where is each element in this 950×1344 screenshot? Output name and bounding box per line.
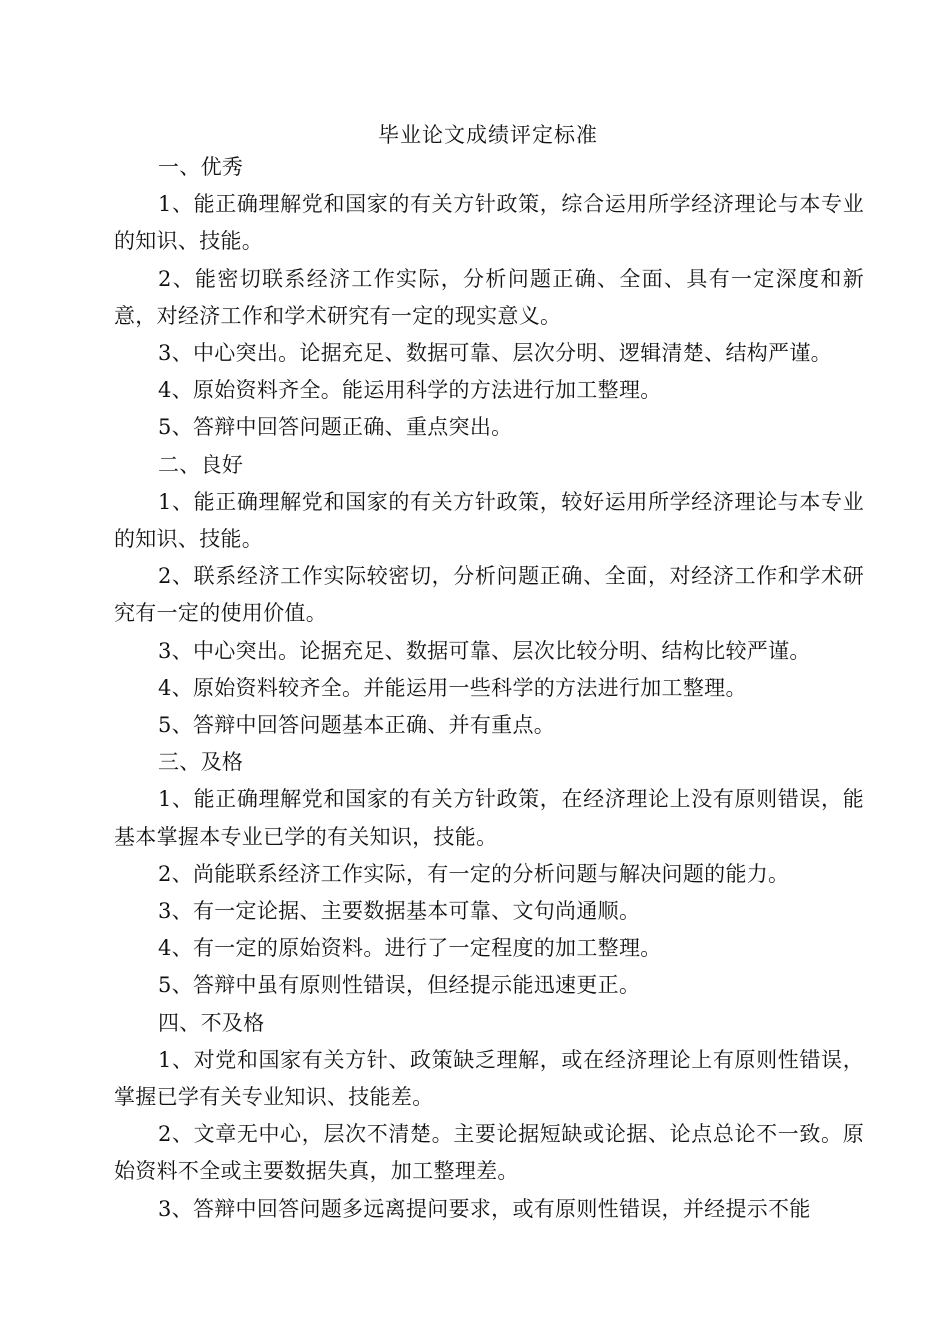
criterion-item: 1、能正确理解党和国家的有关方针政策，综合运用所学经济理论与本专业的知识、技能。 [114, 192, 864, 254]
criterion-item: 2、联系经济工作实际较密切，分析问题正确、全面，对经济工作和学术研究有一定的使用价值。 [114, 564, 864, 626]
criterion-item: 5、答辩中回答问题基本正确、并有重点。 [158, 713, 556, 738]
document-body [114, 149, 864, 1228]
criterion-item: 1、能正确理解党和国家的有关方针政策，较好运用所学经济理论与本专业的知识、技能。 [114, 489, 864, 552]
criterion-item: 4、有一定的原始资料。进行了一定程度的加工整理。 [158, 936, 662, 961]
criterion-item: 3、答辩中回答问题多远离提问要求，或有原则性错误，并经提示不能 [158, 1196, 811, 1221]
section-heading: 四、不及格 [158, 1010, 265, 1035]
criterion-item: 2、文章无中心，层次不清楚。主要论据短缺或论据、论点总论不一致。原始资料不全或主要数据失真，加工整理差。 [114, 1122, 864, 1184]
section-pass [114, 744, 864, 1004]
criterion-item: 4、原始资料较齐全。并能运用一些科学的方法进行加工整理。 [158, 675, 747, 700]
section-fail [114, 1005, 864, 1228]
criterion-item: 2、尚能联系经济工作实际，有一定的分析问题与解决问题的能力。 [158, 861, 790, 886]
criterion-item: 2、能密切联系经济工作实际，分析问题正确、全面、具有一定深度和新意，对经济工作和学术研究有一定的现实意义。 [114, 266, 864, 328]
section-heading: 一、优秀 [158, 155, 244, 179]
section-heading: 二、良好 [158, 452, 244, 477]
criterion-item: 5、答辩中虽有原则性错误，但经提示能迅速更正。 [158, 973, 641, 998]
section-heading: 三、及格 [158, 750, 244, 775]
criterion-item: 4、原始资料齐全。能运用科学的方法进行加工整理。 [158, 378, 662, 403]
page-title: 毕业论文成绩评定标准 [378, 123, 598, 147]
section-good [114, 447, 864, 745]
criterion-item: 1、对党和国家有关方针、政策缺乏理解，或在经济理论上有原则性错误，掌握已学有关专业知识、技能差。 [114, 1047, 864, 1110]
section-excellent [114, 149, 864, 447]
criterion-item: 3、有一定论据、主要数据基本可靠、文句尚通顺。 [158, 899, 641, 924]
criterion-item: 1、能正确理解党和国家的有关方针政策，在经济理论上没有原则错误，能基本掌握本专业已学的有关知识，技能。 [114, 787, 864, 849]
criterion-item: 5、答辩中回答问题正确、重点突出。 [158, 415, 513, 440]
criterion-item: 3、中心突出。论据充足、数据可靠、层次比较分明、结构比较严谨。 [158, 638, 811, 663]
criterion-item: 3、中心突出。论据充足、数据可靠、层次分明、逻辑清楚、结构严谨。 [158, 341, 832, 366]
